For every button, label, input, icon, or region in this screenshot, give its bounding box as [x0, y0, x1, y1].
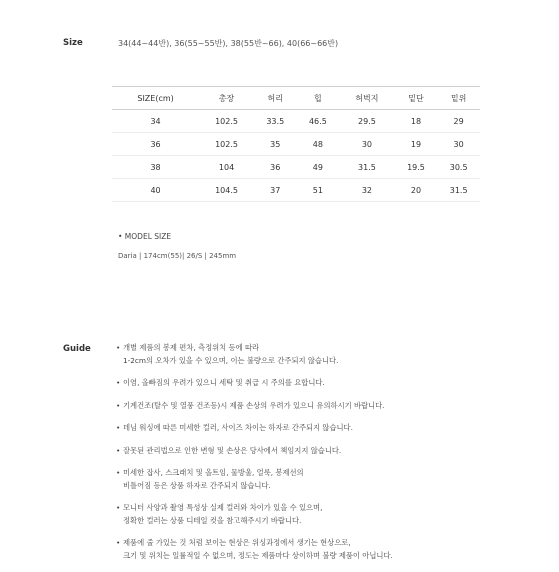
- guide-line: 개별 제품의 봉제 편차, 측정위치 등에 따라: [123, 343, 260, 352]
- table-cell: 19.5: [395, 156, 438, 179]
- table-cell: 49: [297, 156, 340, 179]
- guide-line: 이염, 올빠짐의 우려가 있으니 세탁 및 취급 시 주의를 요합니다.: [123, 378, 325, 387]
- size-section-label: Size: [63, 38, 83, 48]
- guide-line: 제품에 줄 가있는 것 처럼 보이는 현상은 위싱과정에서 생기는 현상으로,: [123, 538, 351, 547]
- guide-line: 데님 워싱에 따른 미세한 컬러, 사이즈 차이는 하자로 간주되지 않습니다.: [123, 423, 353, 432]
- table-cell: 29.5: [339, 110, 394, 133]
- guide-item: [116, 502, 546, 527]
- table-cell: 31.5: [339, 156, 394, 179]
- bullet-icon: •: [116, 468, 121, 477]
- table-cell: 32: [339, 179, 394, 202]
- column-header: SIZE(cm): [112, 87, 199, 110]
- bullet-icon: •: [116, 378, 121, 387]
- table-cell: 46.5: [297, 110, 340, 133]
- table-cell: 18: [395, 110, 438, 133]
- table-cell: 102.5: [199, 110, 254, 133]
- table-row: [112, 179, 480, 202]
- model-size-info: Daria | 174cm(55)| 26/S | 245mm: [118, 252, 237, 260]
- table-row: [112, 156, 480, 179]
- guide-line: 기계건조(탈수 및 열풍 건조등)시 제품 손상의 우려가 있으니 유의하시기 바랍니다.: [123, 400, 385, 410]
- table-cell: 30.5: [437, 156, 480, 179]
- table-cell: 30: [339, 133, 394, 156]
- table-cell: 36: [254, 156, 297, 179]
- guide-item: [116, 467, 546, 492]
- column-header: 밑단: [395, 87, 438, 110]
- bullet-icon: •: [116, 503, 121, 512]
- table-cell: 20: [395, 179, 438, 202]
- table-row: [112, 110, 480, 133]
- bullet-icon: •: [116, 400, 121, 410]
- guide-item: [116, 422, 546, 435]
- guide-line: 1-2cm의 오차가 있을 수 있으며, 이는 불량으로 간주되지 않습니다.: [123, 355, 339, 365]
- table-cell: 34: [112, 110, 199, 133]
- guide-item: [116, 400, 546, 413]
- guide-item: [116, 377, 546, 390]
- bullet-icon: •: [116, 343, 121, 352]
- guide-item: [116, 445, 546, 458]
- table-cell: 102.5: [199, 133, 254, 156]
- column-header: 힙: [297, 87, 340, 110]
- column-header: 밑위: [437, 87, 480, 110]
- guide-line: 모니터 사양과 촬영 특성상 실제 컬러와 차이가 있을 수 있으며,: [123, 503, 323, 512]
- available-sizes-text: 34(44~44반), 36(55~55반), 38(55반~66), 40(66~66반): [118, 39, 339, 48]
- model-size-title: • MODEL SIZE: [118, 232, 172, 241]
- size-table: [112, 86, 480, 202]
- guide-list: [116, 342, 546, 572]
- bullet-icon: •: [116, 423, 121, 432]
- table-cell: 36: [112, 133, 199, 156]
- table-cell: 48: [297, 133, 340, 156]
- table-cell: 35: [254, 133, 297, 156]
- table-cell: 19: [395, 133, 438, 156]
- guide-line: 크기 및 위치는 일률적일 수 없으며, 정도는 제품마다 상이하며 불량 제품이 아닙니다.: [123, 550, 393, 560]
- table-cell: 38: [112, 156, 199, 179]
- table-cell: 37: [254, 179, 297, 202]
- table-cell: 104: [199, 156, 254, 179]
- column-header: 허벅지: [339, 87, 394, 110]
- table-cell: 104.5: [199, 179, 254, 202]
- column-header: 총장: [199, 87, 254, 110]
- size-table-header-row: [112, 87, 480, 110]
- guide-line: 정확한 컬러는 상품 디테일 컷을 참고해주시기 바랍니다.: [123, 515, 302, 525]
- guide-line: 비틀어짐 등은 상품 하자로 간주되지 않습니다.: [123, 480, 271, 490]
- table-cell: 31.5: [437, 179, 480, 202]
- table-cell: 51: [297, 179, 340, 202]
- guide-item: [116, 342, 546, 367]
- guide-line: 미세한 잡사, 스크래치 및 올트임, 물방울, 얼룩, 봉제선의: [123, 468, 304, 477]
- table-cell: 30: [437, 133, 480, 156]
- table-cell: 33.5: [254, 110, 297, 133]
- column-header: 허리: [254, 87, 297, 110]
- bullet-icon: •: [116, 538, 121, 547]
- table-cell: 29: [437, 110, 480, 133]
- table-cell: 40: [112, 179, 199, 202]
- guide-line: 잘못된 관리법으로 인한 변형 및 손상은 당사에서 책임지지 않습니다.: [123, 445, 342, 455]
- guide-section-label: Guide: [63, 344, 91, 354]
- bullet-icon: •: [116, 445, 121, 455]
- guide-item: [116, 537, 546, 562]
- table-row: [112, 133, 480, 156]
